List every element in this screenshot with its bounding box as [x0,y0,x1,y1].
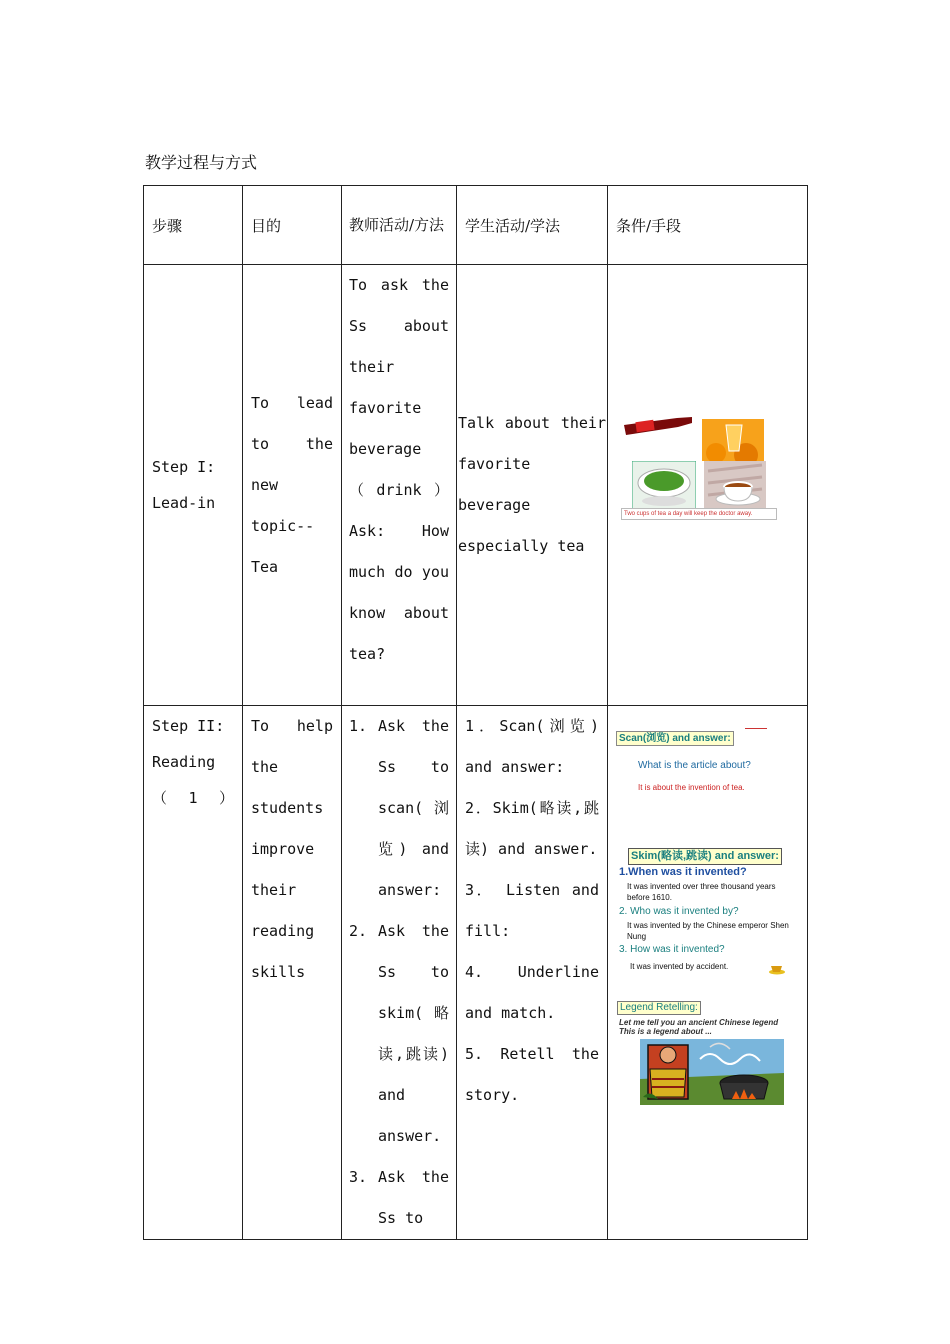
means1-cell [608,265,808,706]
purpose2-cell [243,706,342,1240]
scan-answer: It is about the invention of tea. [638,783,745,792]
student1-cell [457,265,608,706]
student2-item: 1．Scan(浏览) and answer: [465,717,599,776]
skim-q3: 3. How was it invented? [619,944,725,955]
skim-a2: It was invented by the Chinese emperor Shen Nung [627,921,789,941]
header-row [144,186,808,265]
orange-juice-image [702,419,764,461]
skim-q1: 1.When was it invented? [619,866,747,878]
legend-line-2: This is a legend about ... [619,1027,712,1036]
header-step: 步骤 [144,186,243,265]
purpose1-cell [243,265,342,706]
means2-cell [608,706,808,1240]
skim-a1: It was invented over three thousand years before 1610. [627,882,776,902]
student2-item: 4. Underline and match. [465,963,599,1022]
purpose1-text: To lead to the new topic--Tea [251,393,333,576]
header-purpose: 目的 [243,186,342,265]
cola-bottle-image [622,415,694,437]
lesson-plan-table [143,185,808,1240]
teacher2-cell [342,706,457,1240]
step1-name: Lead-in [152,494,216,512]
purpose2-text: To help the students improve their reading skills [251,717,333,981]
student2-list [457,706,607,1116]
skim-slide-title: Skim(略读,跳读) and answer: [628,848,782,865]
teacher2-list [342,706,456,1239]
step1-label: Step I: [152,458,216,476]
skim-a3: It was invented by accident. [630,962,729,971]
step1-cell [144,265,243,706]
teacher2-item: 3. Ask the Ss to [349,1168,449,1227]
teacher2-item: 2. Ask the Ss to skim(略读,跳读) and answer. [349,922,449,1145]
legend-line-1: Let me tell you an ancient Chinese legend [619,1018,779,1027]
student2-item: 5. Retell the story. [465,1045,599,1104]
teacher1-cell [342,265,457,706]
green-tea-image [632,461,696,509]
step2-cell [144,706,243,1240]
step2-label: Step II: [152,717,225,735]
header-teacher: 教师活动/方法 [342,186,457,265]
header-student: 学生活动/学法 [457,186,608,265]
section-title: 教学过程与方式 [145,153,258,172]
black-tea-image [704,461,766,511]
student2-cell [457,706,608,1240]
teacup-icon [768,963,786,975]
skim-q2: 2. Who was it invented by? [619,906,739,917]
tea-slogan-caption: Two cups of tea a day will keep the doctor away. [621,508,777,520]
row-step-1 [144,265,808,706]
header-means: 条件/手段 [608,186,808,265]
legend-slide-title: Legend Retelling: [617,1001,701,1015]
red-divider [745,728,767,729]
student1-text: Talk about their favorite beverage especially tea [458,414,606,555]
step2-name: Reading（1） [152,753,234,807]
scan-slide-title: Scan(浏览) and answer: [616,731,734,746]
student2-item: 2．Skim(略读,跳读) and answer. [465,799,599,858]
emperor-legend-illustration [640,1039,784,1105]
student2-item: 3． Listen and fill: [465,881,599,940]
teacher2-item: 1. Ask the Ss to scan(浏览) and answer: [349,717,449,899]
scan-question: What is the article about? [638,760,751,771]
row-step-2 [144,706,808,1240]
teacher1-text: To ask the Ss about their favorite beverage（drink）Ask: How much do you know about tea? [349,276,449,663]
